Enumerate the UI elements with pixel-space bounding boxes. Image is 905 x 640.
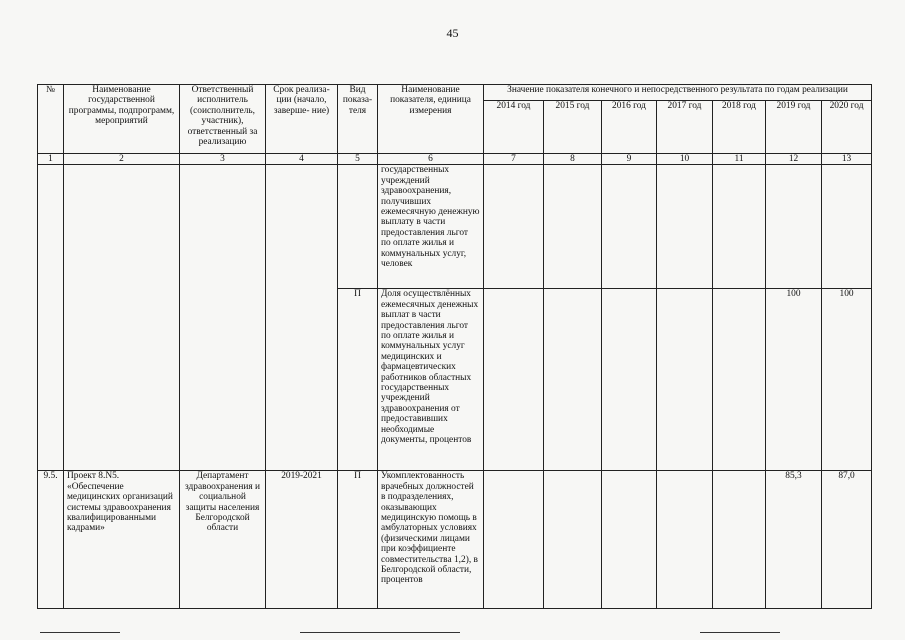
header-year: 2014 год <box>484 101 544 154</box>
row-value <box>822 165 872 289</box>
program-indicators-table <box>37 84 872 609</box>
row-executor <box>180 165 266 471</box>
row-value <box>657 165 713 289</box>
column-number: 9 <box>602 154 657 165</box>
header-period: Срок реализа- ции (начало, заверше- ние) <box>266 85 338 154</box>
row-value <box>713 289 766 471</box>
column-number: 11 <box>713 154 766 165</box>
column-number: 12 <box>766 154 822 165</box>
header-year: 2017 год <box>657 101 713 154</box>
column-number: 1 <box>38 154 64 165</box>
row-period: 2019-2021 <box>266 471 338 609</box>
row-value <box>544 471 602 609</box>
row-executor: Департамент здравоохранения и социальной защиты населения Белгородской области <box>180 471 266 609</box>
row-indicator-name: Укомплектованность врачебных должностей в подразделениях, оказывающих медицинскую помощь в амбулаторных условиях (физическими лицами при коэффициенте совместительства 1,2), в Белгородской области, процентов <box>378 471 484 609</box>
column-number: 6 <box>378 154 484 165</box>
row-indicator-name: Доля осуществлённых ежемесячных денежных выплат в части предоставления льгот по оплате жилья и коммунальных услуг медицинских и фармацевтических работников областных государственных учреждений здравоохранения от предоставивших необходимые документы, процентов <box>378 289 484 471</box>
header-executor: Ответственный исполнитель (соисполнитель, участник), ответственный за реализацию <box>180 85 266 154</box>
row-value <box>544 165 602 289</box>
header-values-group: Значение показателя конечного и непосредственного результата по годам реализации <box>484 85 872 101</box>
row-indicator-type <box>338 165 378 289</box>
row-number <box>38 165 64 471</box>
row-number: 9.5. <box>38 471 64 609</box>
row-value <box>544 289 602 471</box>
footer-rule <box>40 632 120 633</box>
row-value <box>657 471 713 609</box>
column-number: 3 <box>180 154 266 165</box>
row-value <box>484 165 544 289</box>
header-program-name: Наименование государственной программы, подпрограмм, мероприятий <box>64 85 180 154</box>
column-number: 2 <box>64 154 180 165</box>
row-value <box>484 471 544 609</box>
column-number: 4 <box>266 154 338 165</box>
row-indicator-name: государственных учреждений здравоохранения, получивших ежемесячную денежную выплату в части предоставления льгот по оплате жилья и коммунальных услуг, человек <box>378 165 484 289</box>
header-year: 2018 год <box>713 101 766 154</box>
header-indicator-name: Наименование показателя, единица измерения <box>378 85 484 154</box>
row-value <box>657 289 713 471</box>
header-year: 2016 год <box>602 101 657 154</box>
row-value: 100 <box>822 289 872 471</box>
row-value <box>602 289 657 471</box>
row-indicator-type: П <box>338 471 378 609</box>
row-period <box>266 165 338 471</box>
row-value <box>766 165 822 289</box>
column-number: 10 <box>657 154 713 165</box>
page-number: 45 <box>446 26 459 40</box>
header-year: 2020 год <box>822 101 872 154</box>
column-number-row <box>38 154 872 165</box>
footer-rule <box>300 632 460 633</box>
row-program-name: Проект 8.N5. «Обеспечение медицинских организаций системы здравоохранения квалифицированными кадрами» <box>64 471 180 609</box>
table-row <box>38 471 872 609</box>
header-year: 2015 год <box>544 101 602 154</box>
row-value <box>713 471 766 609</box>
table-row <box>38 165 872 289</box>
row-value: 100 <box>766 289 822 471</box>
column-number: 7 <box>484 154 544 165</box>
header-year: 2019 год <box>766 101 822 154</box>
row-value <box>602 165 657 289</box>
row-indicator-type: П <box>338 289 378 471</box>
column-number: 5 <box>338 154 378 165</box>
row-value: 85,3 <box>766 471 822 609</box>
header-number: № <box>38 85 64 154</box>
footer-rule <box>700 632 780 633</box>
column-number: 13 <box>822 154 872 165</box>
row-value <box>484 289 544 471</box>
row-program-name <box>64 165 180 471</box>
header-row-top <box>38 85 872 101</box>
header-indicator-type: Вид показа- теля <box>338 85 378 154</box>
row-value <box>602 471 657 609</box>
row-value <box>713 165 766 289</box>
row-value: 87,0 <box>822 471 872 609</box>
column-number: 8 <box>544 154 602 165</box>
